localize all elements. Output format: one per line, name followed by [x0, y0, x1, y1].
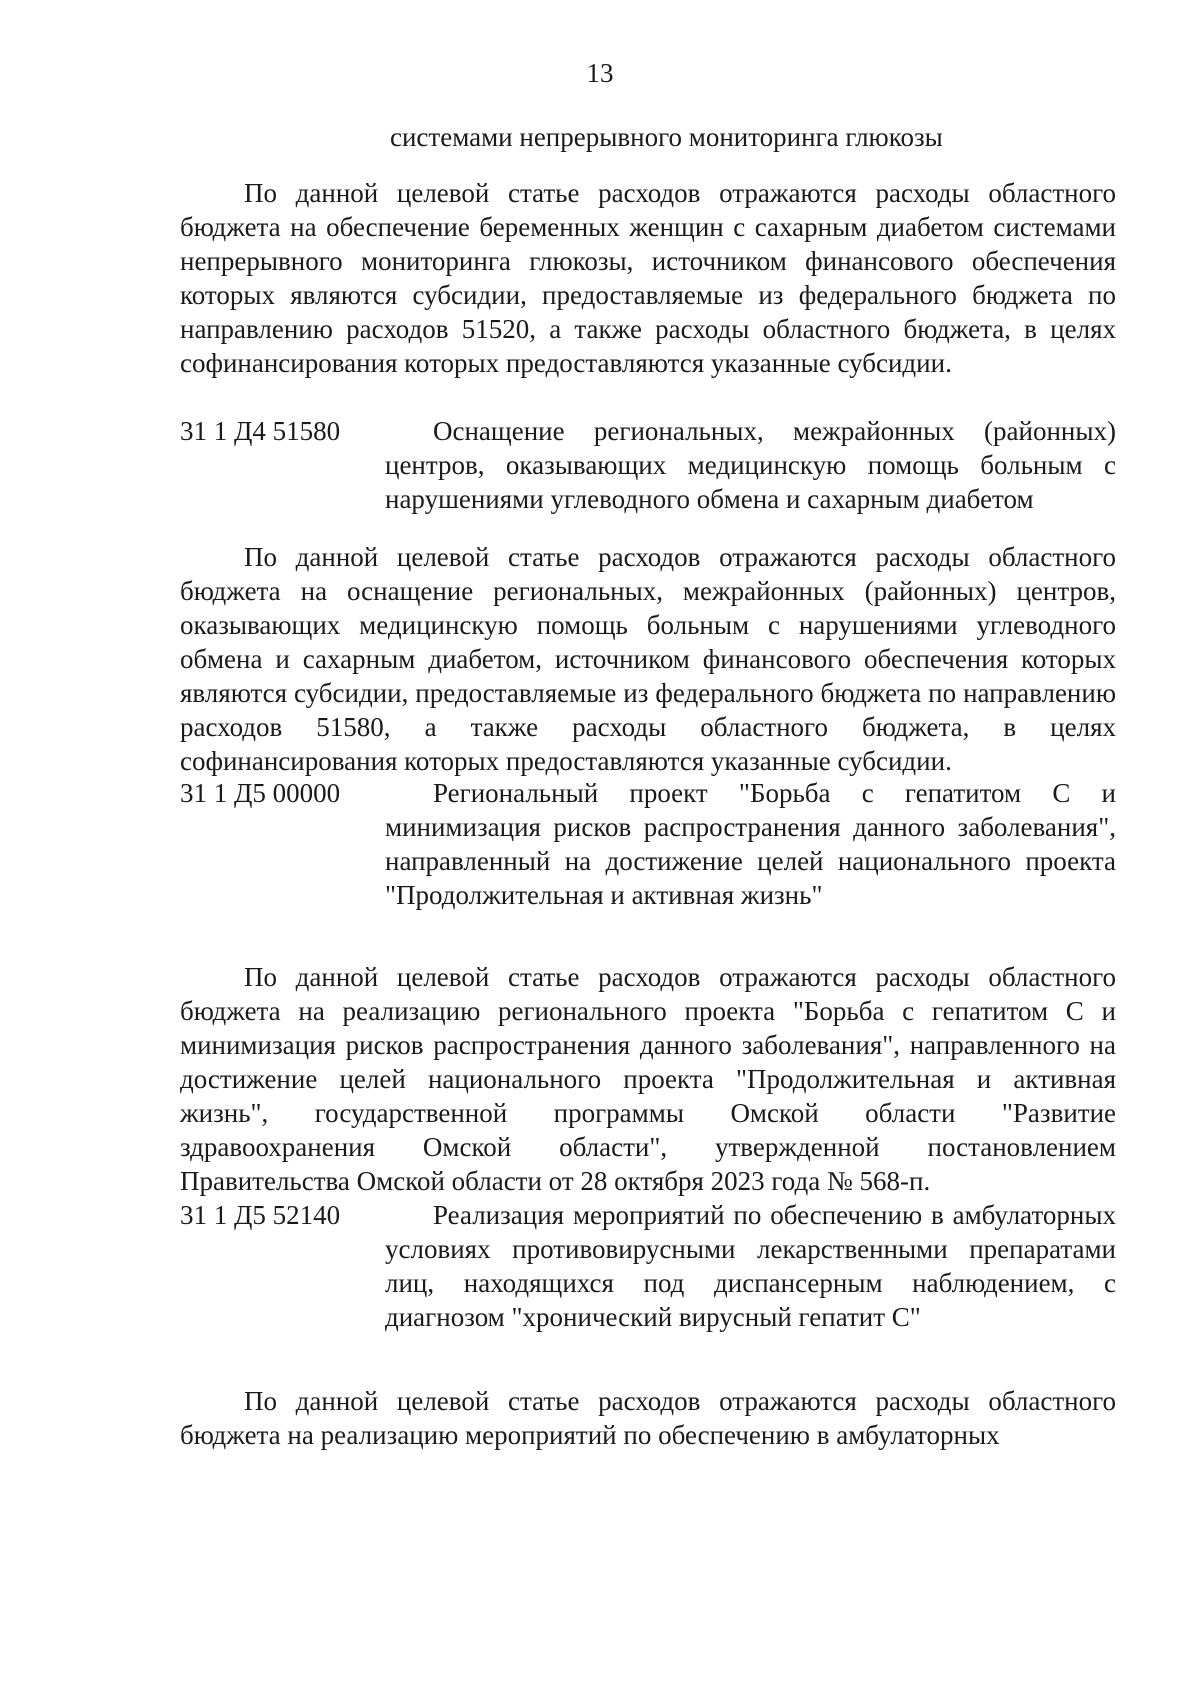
- heading-continuation: системами непрерывного мониторинга глюкозы: [390, 122, 943, 152]
- expense-code: 31 1 Д4 51580: [180, 416, 341, 446]
- expense-title: Реализация мероприятий по обеспечению в амбулаторных условиях противовирусными лекарственными препаратами лиц, находящихся под диспансерным наблюдением, с диагнозом "хронический вирусный гепатит С": [385, 1200, 1116, 1332]
- expense-code: 31 1 Д5 52140: [180, 1200, 341, 1230]
- paragraph-diabetes-centers: По данной целевой статье расходов отражаются расходы областного бюджета на оснащение региональных, межрайонных (районных) центров, оказывающих медицинскую помощь больным с нарушениями углеводного обмена и сахарным диабетом, источником финансового обеспечения которых являются субсидии, предоставляемые из федерального бюджета по направлению расходов 51580, а также расходы областного бюджета, в целях софинансирования которых предоставляются указанные субсидии.: [180, 542, 1116, 776]
- page-number: 13: [586, 58, 614, 88]
- expense-title: Оснащение региональных, межрайонных (районных) центров, оказывающих медицинскую помощь больным с нарушениями углеводного обмена и сахарным диабетом: [385, 416, 1116, 514]
- paragraph-antiviral-drugs: По данной целевой статье расходов отражаются расходы областного бюджета на реализацию мероприятий по обеспечению в амбулаторных: [180, 1386, 1116, 1450]
- paragraph-glucose-monitoring: По данной целевой статье расходов отражаются расходы областного бюджета на обеспечение беременных женщин с сахарным диабетом системами непрерывного мониторинга глюкозы, источником финансового обеспечения которых являются субсидии, предоставляемые из федерального бюджета по направлению расходов 51520, а также расходы областного бюджета, в целях софинансирования которых предоставляются указанные субсидии.: [180, 178, 1116, 378]
- expense-title: Региональный проект "Борьба с гепатитом С и минимизация рисков распространения данного заболевания", направленный на достижение целей национального проекта "Продолжительная и активная жизнь": [385, 778, 1116, 910]
- paragraph-hepatitis-project: По данной целевой статье расходов отражаются расходы областного бюджета на реализацию регионального проекта "Борьба с гепатитом С и минимизация рисков распространения данного заболевания", направленного на достижение целей национального проекта "Продолжительная и активная жизнь", государственной программы Омской области "Развитие здравоохранения Омской области", утвержденной постановлением Правительства Омской области от 28 октября 2023 года № 568-п.: [180, 962, 1116, 1196]
- expense-code: 31 1 Д5 00000: [180, 778, 341, 808]
